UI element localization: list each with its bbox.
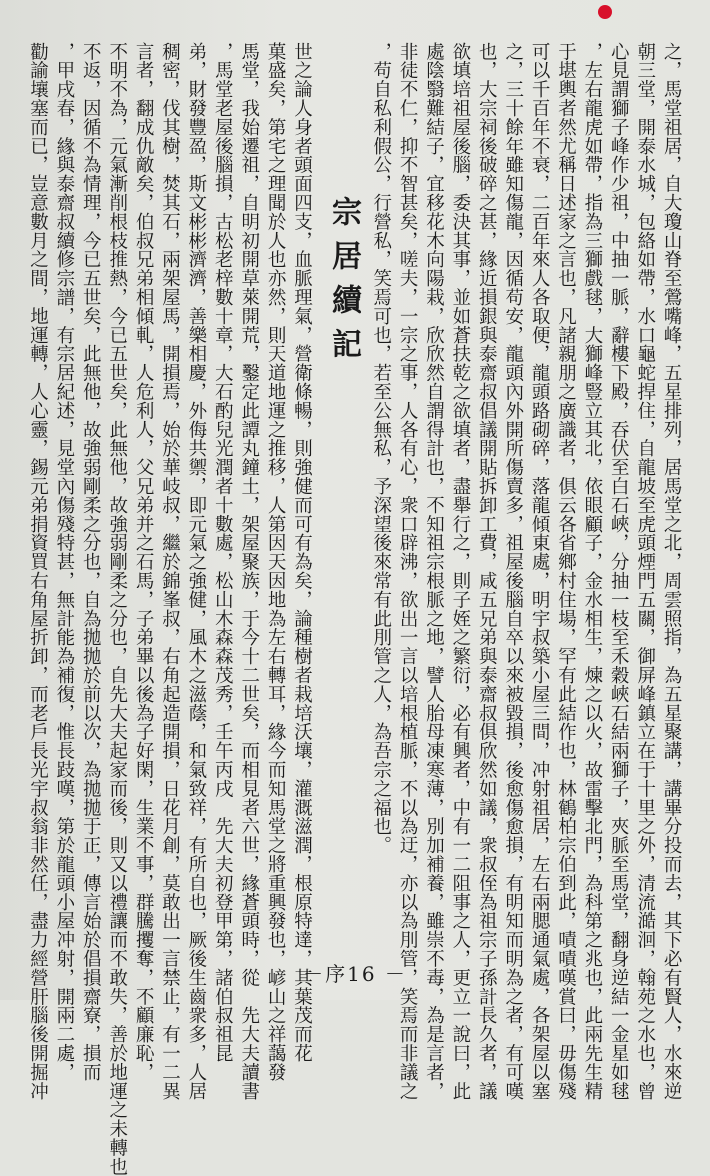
- text-column: 言者，翻成仇敵矣，伯叔兄弟相傾軋，人危利人，父兄弟并之石馬，子弟畢以後為子好閑，生業不事，群騰攫奪，不顧廉恥，: [133, 42, 155, 1082]
- text-column: 可以千百年不衰，二百年來人各取便，龍頭路砌碎，落龍傾東處，明宇叔築小屋三間，冲射祖居，左右兩腮通氣處，各架屋以塞: [529, 42, 551, 1101]
- text-column: 不返，因循不為情理，今已五世矣，此無他，故強弱剛柔之分也，自為拋拋於前以次，為拋拋于正，傳言始於倡損齋寮，損而: [80, 42, 102, 1082]
- text-column: 弟，財發豐盈，斯文彬彬濟濟，善樂相慶，外侮共禦，即元氣之強健，風木之滋蔭，和氣致祥，有所自也，厥後生齒衆多，人居: [185, 42, 207, 1101]
- text-column: 欲填培祖屋後腦，委決其事，並如蒼扶乾之欲填者，盡舉行之，則子姪之繁衍，必有興者，中有一二阻事之人，更立一說曰，此: [449, 42, 471, 1101]
- text-column: 朝三堂，開泰水城，包絡如帶，水口龜蛇捍住，自龍坡至虎頭煙門五關，御屏峰鎮立在于十里之外，清流澔洄，翰苑之水也，曾: [634, 42, 656, 1101]
- text-column: 馬堂，我始遷祖，自明初開草萊開荒，鑿定此譚丸鐘土，架屋聚族，于今十二世矣，而相見者六世，緣蒼頭時，從 先大夫讀書: [238, 42, 260, 1101]
- page-number: －序16 －: [303, 962, 407, 986]
- text-column: ，左右龍虎如帶，指為三獅戲毬，大獅峰豎立其北，依眼顧子，金水相生，煉之以火，故雷擊北門，為科第之兆也，此兩先生精: [581, 42, 603, 1101]
- text-column: 也，大宗祠後破碎之甚，緣近損銀與泰齋叔倡議開貼拆卸工費，咸五兄弟與泰齋叔俱欣然如議，衆叔侄為祖宗子孫計長久者，議: [476, 42, 498, 1101]
- text-column: ，甲戌春，緣與泰齋叔續修宗譜，有宗居紀述，見堂內傷殘特甚，無計能為補復，惟長跂嘆，第於龍頭小屋冲射，開兩二處，: [53, 42, 75, 1082]
- text-column: 之，三十餘年雖知傷龍，因循苟安，龍頭內外開所傷賣多，祖屋後腦自卒以來被毀損，後愈傷愈損，有明知而明為之者，有可嘆: [502, 42, 524, 1101]
- text-column: ，馬堂老屋後腦損，古松老梓數十章，大石酌兒光潤者十數處，松山木森森茂秀，壬午丙戌 先大夫初登甲第，諸伯叔祖昆: [212, 42, 234, 1063]
- section-title: 宗居續記: [326, 196, 362, 372]
- text-column: 心見謂獅子峰作少祖，中抽一脈，辭樓下殿，吞伏至白石峽，分抽一枝至禾穀峽石結兩獅子，夾脈至馬堂，翻身逆結一金星如毬: [608, 42, 630, 1101]
- text-column: ，苟自私利假公，行營私，笑焉可也，若至公無私，予深望後來常有此刖管之人，為吾宗之福也。: [370, 42, 392, 855]
- text-column: 勸諭壤塞而已，豈意數月之間，地運轉，人心靈，錫元弟捐資買右角屋折卸，而老戶長光宇叔翁非然任，盡力經營肝腦後開掘冲: [27, 42, 49, 1101]
- text-column: 不明不為，元氣漸削根枝推熱，今已五世矣，此無他，故強弱剛柔之分也，自先大夫起家而後，則又以禮讓而不敢失，善於地運之未轉也: [106, 42, 128, 1176]
- text-column: 非徒不仁，抑不智甚矣，嗟夫，一宗之事，人各有心，衆口辟沸，欲出一言以培根植脈，不以為迂，亦以為刖管，笑焉而非議之: [397, 42, 419, 1101]
- text-column: 菓盛矣，第宅之理聞於人也亦然，則天道地運之推移，人第因天因地為左右轉耳，緣今而知馬堂之將重興發也，嵃山之祥藹發: [265, 42, 287, 1082]
- text-column: 處陰翳難結子，宜移花木向陽栽，欣欣然自謂得計也，不知祖宗根脈之地，譬人胎母凍寒薄，別加補養，雖崇不毒，為是言者，: [423, 42, 445, 1101]
- text-column: 稠密，伐其樹，焚其石，兩架屋馬，開損焉，始於華岐叔，繼於錦峯叔，右角起造開損，日花月創，莫敢出一言禁止，有一二異: [159, 42, 181, 1101]
- text-column: 于堪輿者然尤稱日述家之言也，凡諸親朋之廣識者，俱云各省鄉村住場，罕有此結作也，林鶴柏宗伯到此，嘖嘖嘆賞曰，毋傷殘: [555, 42, 577, 1101]
- text-column: 之，馬堂祖居，自大瓊山脊至鶯嘴峰，五星排列，居馬堂之北，周雲照指，為五星聚講，講畢分投而去，其下必有賢人，水來逆: [661, 42, 683, 1101]
- text-column: 世之論人身者頭面四支，血脈理氣，營衛條暢，則強健而可有為矣，論種樹者栽培沃壤，灌溉滋潤，根原特達，其葉茂而花: [291, 42, 313, 1063]
